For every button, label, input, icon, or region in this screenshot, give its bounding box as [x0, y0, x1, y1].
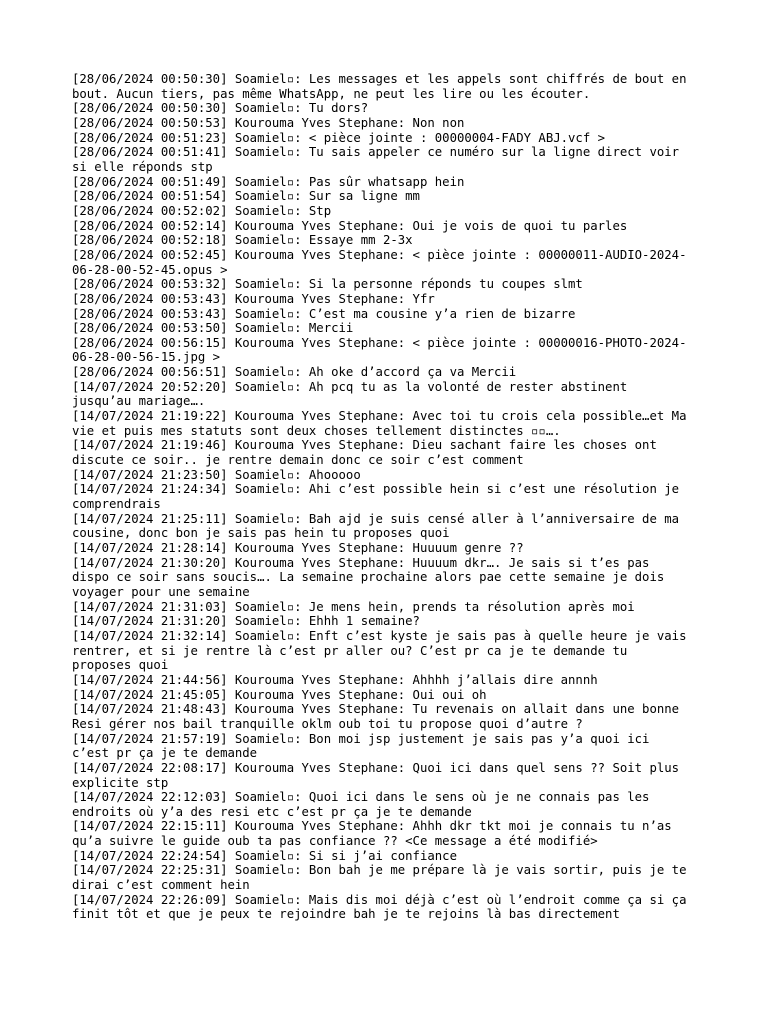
message-entry: [14/07/2024 22:24:54] Soamiel▫: Si si j’ai confiance: [72, 848, 457, 863]
message-entry: [14/07/2024 21:24:34] Soamiel▫: Ahi c’est possible hein si c’est une résolution je comprendrais: [72, 482, 680, 512]
message-entry: [14/07/2024 21:45:05] Kourouma Yves Stephane: Oui oui oh: [72, 687, 487, 702]
message-entry: [28/06/2024 00:51:54] Soamiel▫: Sur sa ligne mm: [72, 189, 420, 204]
message-entry: [28/06/2024 00:53:50] Soamiel▫: Mercii: [72, 321, 354, 336]
message-entry: [14/07/2024 21:44:56] Kourouma Yves Stephane: Ahhhh j’allais dire annnh: [72, 672, 598, 687]
chat-transcript-page: [72, 72, 706, 922]
message-entry: [14/07/2024 21:23:50] Soamiel▫: Ahooooo: [72, 467, 361, 482]
message-entry: [28/06/2024 00:52:45] Kourouma Yves Stephane: < pièce jointe : 00000011-AUDIO-2024- 06-28-00-52-45.opus >: [72, 247, 687, 277]
message-entry: [28/06/2024 00:53:43] Kourouma Yves Stephane: Yfr: [72, 291, 435, 306]
message-entry: [14/07/2024 21:31:20] Soamiel▫: Ehhh 1 semaine?: [72, 614, 420, 629]
message-entry: [14/07/2024 22:08:17] Kourouma Yves Stephane: Quoi ici dans quel sens ?? Soit plus explicite stp: [72, 760, 680, 790]
message-entry: [14/07/2024 21:57:19] Soamiel▫: Bon moi jsp justement je sais pas y’a quoi ici c’est pr ça je te demande: [72, 731, 650, 761]
message-entry: [14/07/2024 22:12:03] Soamiel▫: Quoi ici dans le sens où je ne connais pas les endroits où y’a des resi etc c’est pr ça je te demande: [72, 790, 650, 819]
message-entry: [28/06/2024 00:52:14] Kourouma Yves Stephane: Oui je vois de quoi tu parles: [72, 218, 628, 233]
message-entry: [14/07/2024 22:15:11] Kourouma Yves Stephane: Ahhh dkr tkt moi je connais tu n’as qu’a suivre le guide oub ta pas confiance ?? <Ce message a été modifié>: [72, 819, 672, 849]
message-entry: [28/06/2024 00:52:18] Soamiel▫: Essaye mm 2-3x: [72, 233, 413, 248]
message-entry: [28/06/2024 00:51:49] Soamiel▫: Pas sûr whatsapp hein: [72, 174, 465, 189]
message-entry: [28/06/2024 00:52:02] Soamiel▫: Stp: [72, 203, 332, 218]
message-entry: [28/06/2024 00:50:30] Soamiel▫: Tu dors?: [72, 101, 369, 116]
message-entry: [28/06/2024 00:51:23] Soamiel▫: < pièce jointe : 00000004-FADY ABJ.vcf >: [72, 130, 606, 145]
message-entry: [14/07/2024 20:52:20] Soamiel▫: Ah pcq tu as la volonté de rester abstinent jusqu’au mariage….: [72, 379, 628, 409]
message-entry: [28/06/2024 00:50:30] Soamiel▫: Les messages et les appels sont chiffrés de bout en bout. Aucun tiers, pas même WhatsApp, ne peut les lire ou les écouter.: [72, 72, 687, 101]
message-entry: [14/07/2024 21:19:46] Kourouma Yves Stephane: Dieu sachant faire les choses ont discute ce soir.. je rentre demain donc ce soir c’est comment: [72, 438, 657, 468]
message-entry: [28/06/2024 00:56:51] Soamiel▫: Ah oke d’accord ça va Mercii: [72, 365, 517, 380]
message-entry: [14/07/2024 21:30:20] Kourouma Yves Stephane: Huuuum dkr…. Je sais si t’es pas dispo ce soir sans soucis…. La semaine prochaine alors pae cette semaine je dois voyager pour une semaine: [72, 555, 665, 599]
message-entry: [14/07/2024 21:32:14] Soamiel▫: Enft c’est kyste je sais pas à quelle heure je vais rentrer, et si je rentre là c’est pr aller ou? C’est pr ca je te demande tu proposes quoi: [72, 628, 687, 673]
message-entry: [14/07/2024 21:19:22] Kourouma Yves Stephane: Avec toi tu crois cela possible…et Ma vie et puis mes statuts sont deux choses tellement distinctes ▫▫….: [72, 409, 687, 438]
message-entry: [14/07/2024 21:28:14] Kourouma Yves Stephane: Huuuum genre ??: [72, 541, 524, 555]
message-entry: [28/06/2024 00:50:53] Kourouma Yves Stephane: Non non: [72, 115, 465, 130]
message-entry: [14/07/2024 22:26:09] Soamiel▫: Mais dis moi déjà c’est où l’endroit comme ça si ça finit tôt et que je peux te rejoindre bah je te rejoins là bas directement: [72, 892, 687, 922]
message-entry: [14/07/2024 21:48:43] Kourouma Yves Stephane: Tu revenais on allait dans une bonne Resi gérer nos bail tranquille oklm oub toi tu propose quoi d’autre ?: [72, 702, 680, 731]
message-entry: [14/07/2024 21:25:11] Soamiel▫: Bah ajd je suis censé aller à l’anniversaire de ma cousine, donc bon je sais pas hein tu proposes quoi: [72, 511, 680, 541]
message-entry: [28/06/2024 00:53:43] Soamiel▫: C’est ma cousine y’a rien de bizarre: [72, 306, 576, 321]
message-entry: [28/06/2024 00:51:41] Soamiel▫: Tu sais appeler ce numéro sur la ligne direct voir si elle réponds stp: [72, 145, 680, 174]
message-entry: [14/07/2024 22:25:31] Soamiel▫: Bon bah je me prépare là je vais sortir, puis je te dirai c’est comment hein: [72, 863, 687, 893]
message-entry: [28/06/2024 00:53:32] Soamiel▫: Si la personne réponds tu coupes slmt: [72, 277, 583, 292]
message-entry: [28/06/2024 00:56:15] Kourouma Yves Stephane: < pièce jointe : 00000016-PHOTO-2024- 06-28-00-56-15.jpg >: [72, 335, 687, 365]
message-entry: [14/07/2024 21:31:03] Soamiel▫: Je mens hein, prends ta résolution après moi: [72, 599, 635, 614]
